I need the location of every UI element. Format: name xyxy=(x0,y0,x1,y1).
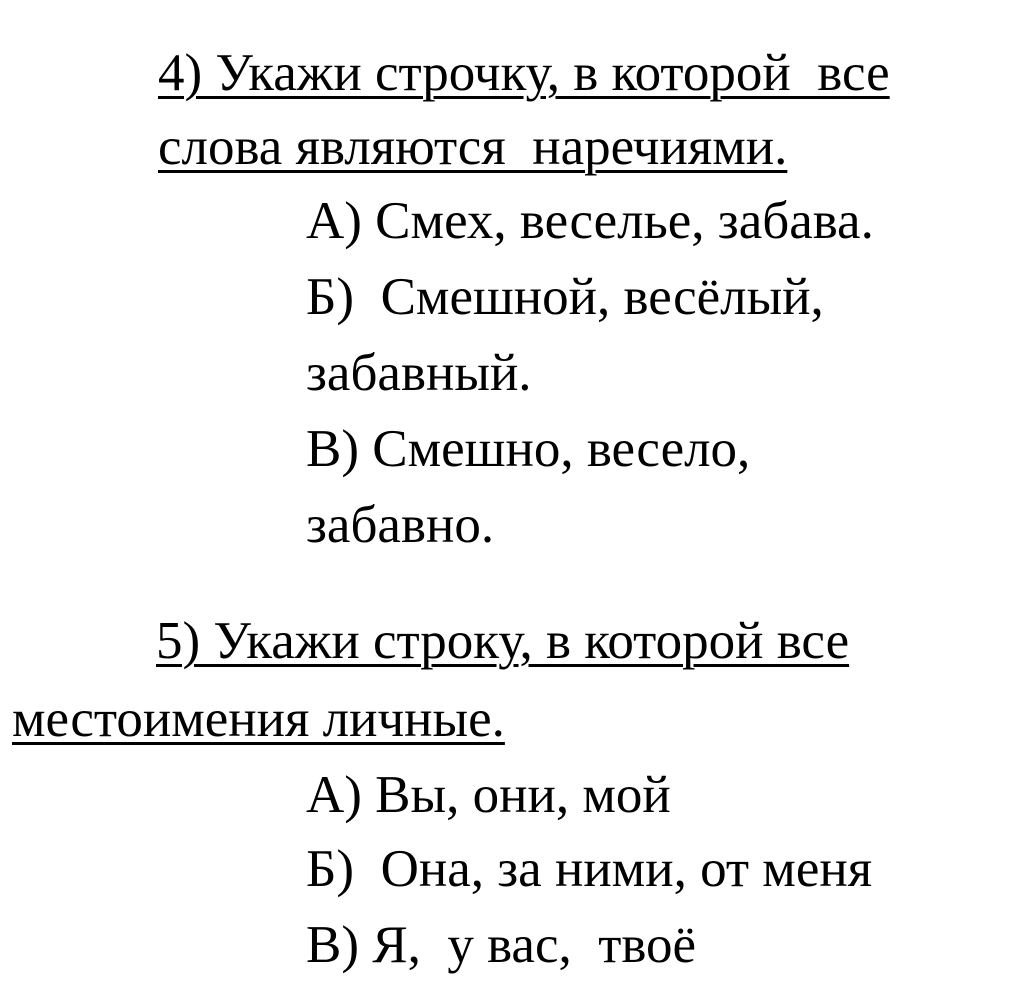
question-4-option-c-line-2: забавно. xyxy=(306,496,495,554)
question-5-option-a: А) Вы, они, мой xyxy=(306,766,671,824)
question-4-option-a: А) Смех, веселье, забава. xyxy=(306,192,874,250)
question-4-title-line-1: 4) Укажи строчку, в которой все xyxy=(158,44,890,102)
question-4-option-c-line-1: В) Смешно, весело, xyxy=(306,420,751,478)
question-4-option-b-line-1: Б) Смешной, весёлый, xyxy=(306,268,824,326)
question-4-title-line-2: слова являются наречиями. xyxy=(158,118,788,176)
question-5-option-c: В) Я, у вас, твоё xyxy=(306,916,697,974)
question-5-title-line-2: местоимения личные. xyxy=(12,690,505,748)
question-5-title-line-1: 5) Укажи строку, в которой все xyxy=(156,612,850,670)
question-4-option-b-line-2: забавный. xyxy=(306,344,532,402)
question-5-option-b: Б) Она, за ними, от меня xyxy=(306,840,873,898)
